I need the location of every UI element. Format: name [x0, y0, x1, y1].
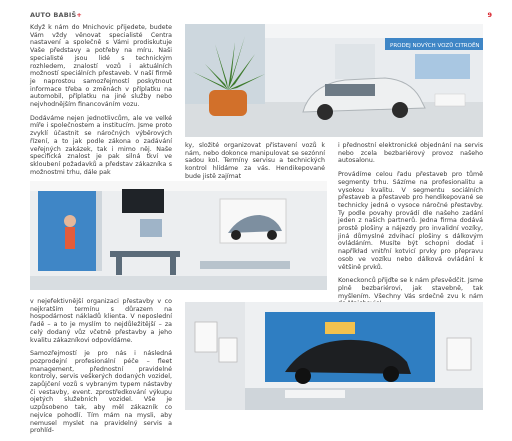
paragraph: Dodáváme nejen jednotlivcům, ale ve velké míře i společnostem a institucím. Jsme proto zvyklí účastnit se náročných výběrových řízení, a to jak podle zákona o zadávání veřejných zakázek, tak i mimo něj. Naše specifická znalost je pak silná tkví ve skloubení požadavků a představ zákazníka s možnostmi trhu, dále pak — [30, 114, 172, 176]
article-text-aftercare — [30, 298, 172, 441]
paragraph: ky, složité organizovat přistavení vozů k nám, nebo dokonce manipulovat se sezónní sadou kol. Termíny servisu a technických kontrol hlídáme za vás. Hendikepované bude jistě zajímat — [185, 142, 325, 180]
office-photo — [185, 302, 483, 410]
showroom-sign-text: PRODEJ NOVÝCH VOZŮ CITROËN — [390, 43, 480, 49]
article-text-intro — [30, 24, 172, 182]
article-text-services — [185, 142, 325, 187]
paragraph: v nejefektivnější organizaci přestavby v co nejkratším termínu s důrazem na hospodárnost nákladů klienta. V neposlední řadě – a to je myslím to nejdůležitější – za celý dodaný vůz včetně přestavby a jeho kvalitu zákazníkovi odpovídáme. — [30, 298, 172, 344]
page-number: 9 — [487, 11, 492, 19]
paragraph: i přednostní elektronické objednání na servis nebo zcela bezbariérový provoz našeho autosalonu. — [338, 142, 483, 165]
paragraph: Provádíme celou řadu přestaveb pro tůmě segmenty trhu. Sázíme na profesionalitu a vysokou kvalitu. V segmentu sociálních přestaveb a přestaveb pro hendikepované se technicky jedná o vysoce náročné přestavby. Ty podle povahy provádí dle našeho zadání jeden z našich partnerů. Jedna firma dodává prostě plošiny a nájezdy pro invalidní vozíky, jiná důmyslné zdvihací plošiny s dálkovým ovládáním. Musíte být schopni dodat i napříkład vnitřní kotvicí prvky pro přepravu osob ve vozíku nebo dálková ovládání k většině prvků. — [338, 171, 483, 271]
brand-name: AUTO BABIŠ — [30, 11, 77, 19]
page-header — [30, 11, 82, 19]
article-text-conversions — [338, 142, 483, 314]
showroom-photo — [185, 24, 483, 137]
brand-plus: + — [76, 11, 83, 19]
paragraph: Samozřejmostí je pro nás i následná pozprodejní profesionální péče – fleet management, přednostní pravidelné kontroly, servis veškerých dodaných vozidel, zapůjčení vozů s vybraným typem nástavby či vestavby, event. zprostředkování výkupu ojetých služebních vozidel. Vše je uzpůsobeno tak, aby měl zákazník co nejvíce pohodlí. Tím mám na mysli, aby nemusel myslet na pravidelný servis a prohlíd- — [30, 350, 172, 435]
paragraph: Když k nám do Mnichovic přijedete, budete Vám vždy věnovat specialisté Centra nastavení a společně s Vámi prodiskutuje Vaše představy a potřeby na míru. Naši specialisté jsou lidé s technickým rozhledem, znalostí vozů i aktuálních možností speciálních přestaveb. V naší firmě je naprostou samozřejmostí poskytnout informace třeba o změnách v příplatku na automobil, příplatku na jiné služby nebo nejvhodnějším financováním vozu. — [30, 24, 172, 109]
paragraph: Koneckonců přijďte se k nám přesvědčit. Jsme plně bezbariérovi, jak stavebně, tak myšlením. Všechny Vás srdečně zvu k nám — [338, 277, 483, 300]
lounge-photo — [30, 181, 327, 290]
